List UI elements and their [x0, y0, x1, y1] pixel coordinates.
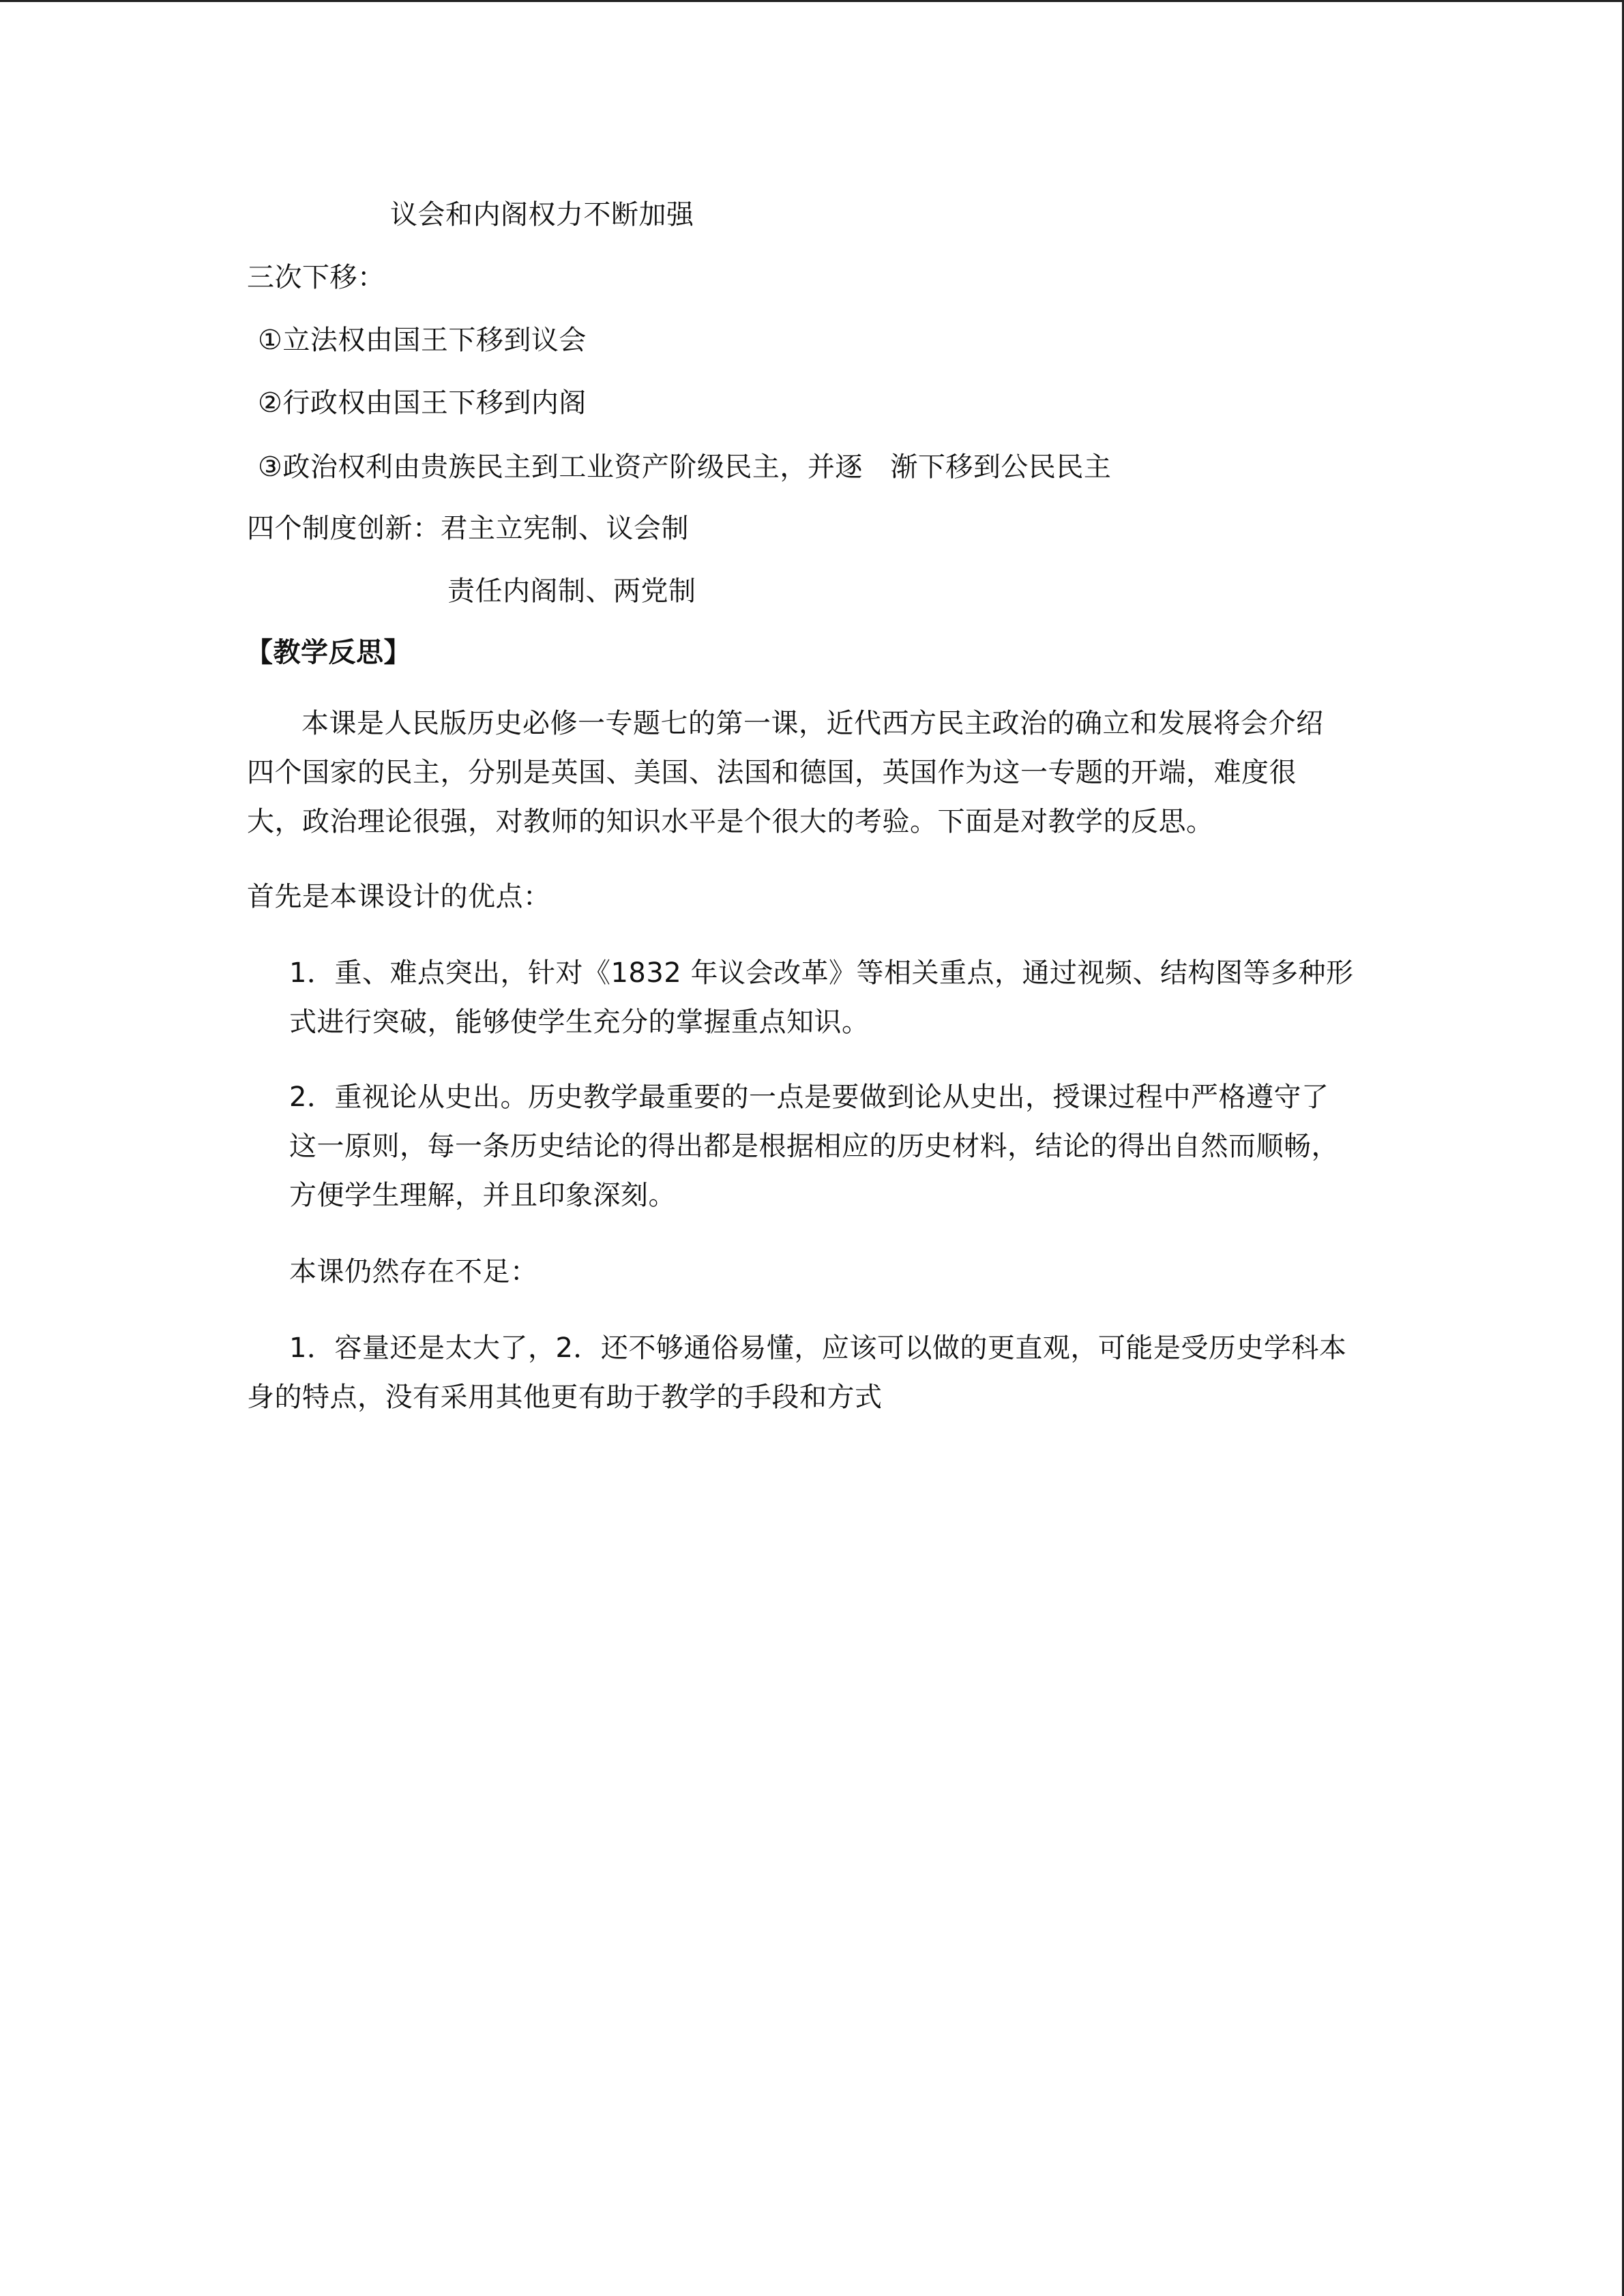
strength-point-2-line-3: 方便学生理解，并且印象深刻。 — [289, 1180, 676, 1211]
weakness-line-1: 1．容量还是太大了，2．还不够通俗易懂，应该可以做的更直观，可能是受历史学科本 — [289, 1332, 1347, 1364]
reflection-intro-line-3: 大，政治理论很强，对教师的知识水平是个很大的考验。下面是对教学的反思。 — [247, 806, 1214, 837]
strengths-label: 首先是本课设计的优点： — [247, 881, 551, 912]
weakness-line-2: 身的特点，没有采用其他更有助于教学的手段和方式 — [247, 1382, 883, 1413]
three-shifts-label: 三次下移： — [247, 262, 385, 293]
reflection-intro-line-1: 本课是人民版历史必修一专题七的第一课，近代西方民主政治的确立和发展将会介绍 — [301, 708, 1324, 739]
strength-point-2-line-2: 这一原则，每一条历史结论的得出都是根据相应的历史材料，结论的得出自然而顺畅， — [289, 1131, 1339, 1162]
shift-item-3: ③政治权利由贵族民主到工业资产阶级民主，并逐 渐下移到公民民主 — [258, 451, 1112, 483]
reflection-heading: 【教学反思】 — [246, 637, 411, 668]
summary-line-powers: 议会和内阁权力不断加强 — [390, 199, 694, 230]
strength-point-1-line-2: 式进行突破，能够使学生充分的掌握重点知识。 — [289, 1007, 870, 1038]
shift-item-2: ②行政权由国王下移到内阁 — [258, 387, 587, 419]
strength-point-1-line-1: 1．重、难点突出，针对《1832 年议会改革》等相关重点，通过视频、结构图等多种形 — [289, 957, 1354, 989]
weakness-label: 本课仍然存在不足： — [289, 1256, 538, 1287]
innovations-continuation: 责任内阁制、两党制 — [447, 576, 696, 607]
shift-item-1: ①立法权由国王下移到议会 — [258, 325, 587, 356]
innovations-line: 四个制度创新：君主立宪制、议会制 — [247, 513, 689, 544]
strength-point-2-line-1: 2．重视论从史出。历史教学最重要的一点是要做到论从史出，授课过程中严格遵守了 — [289, 1082, 1329, 1113]
reflection-intro-line-2: 四个国家的民主，分别是英国、美国、法国和德国，英国作为这一专题的开端，难度很 — [247, 757, 1297, 788]
